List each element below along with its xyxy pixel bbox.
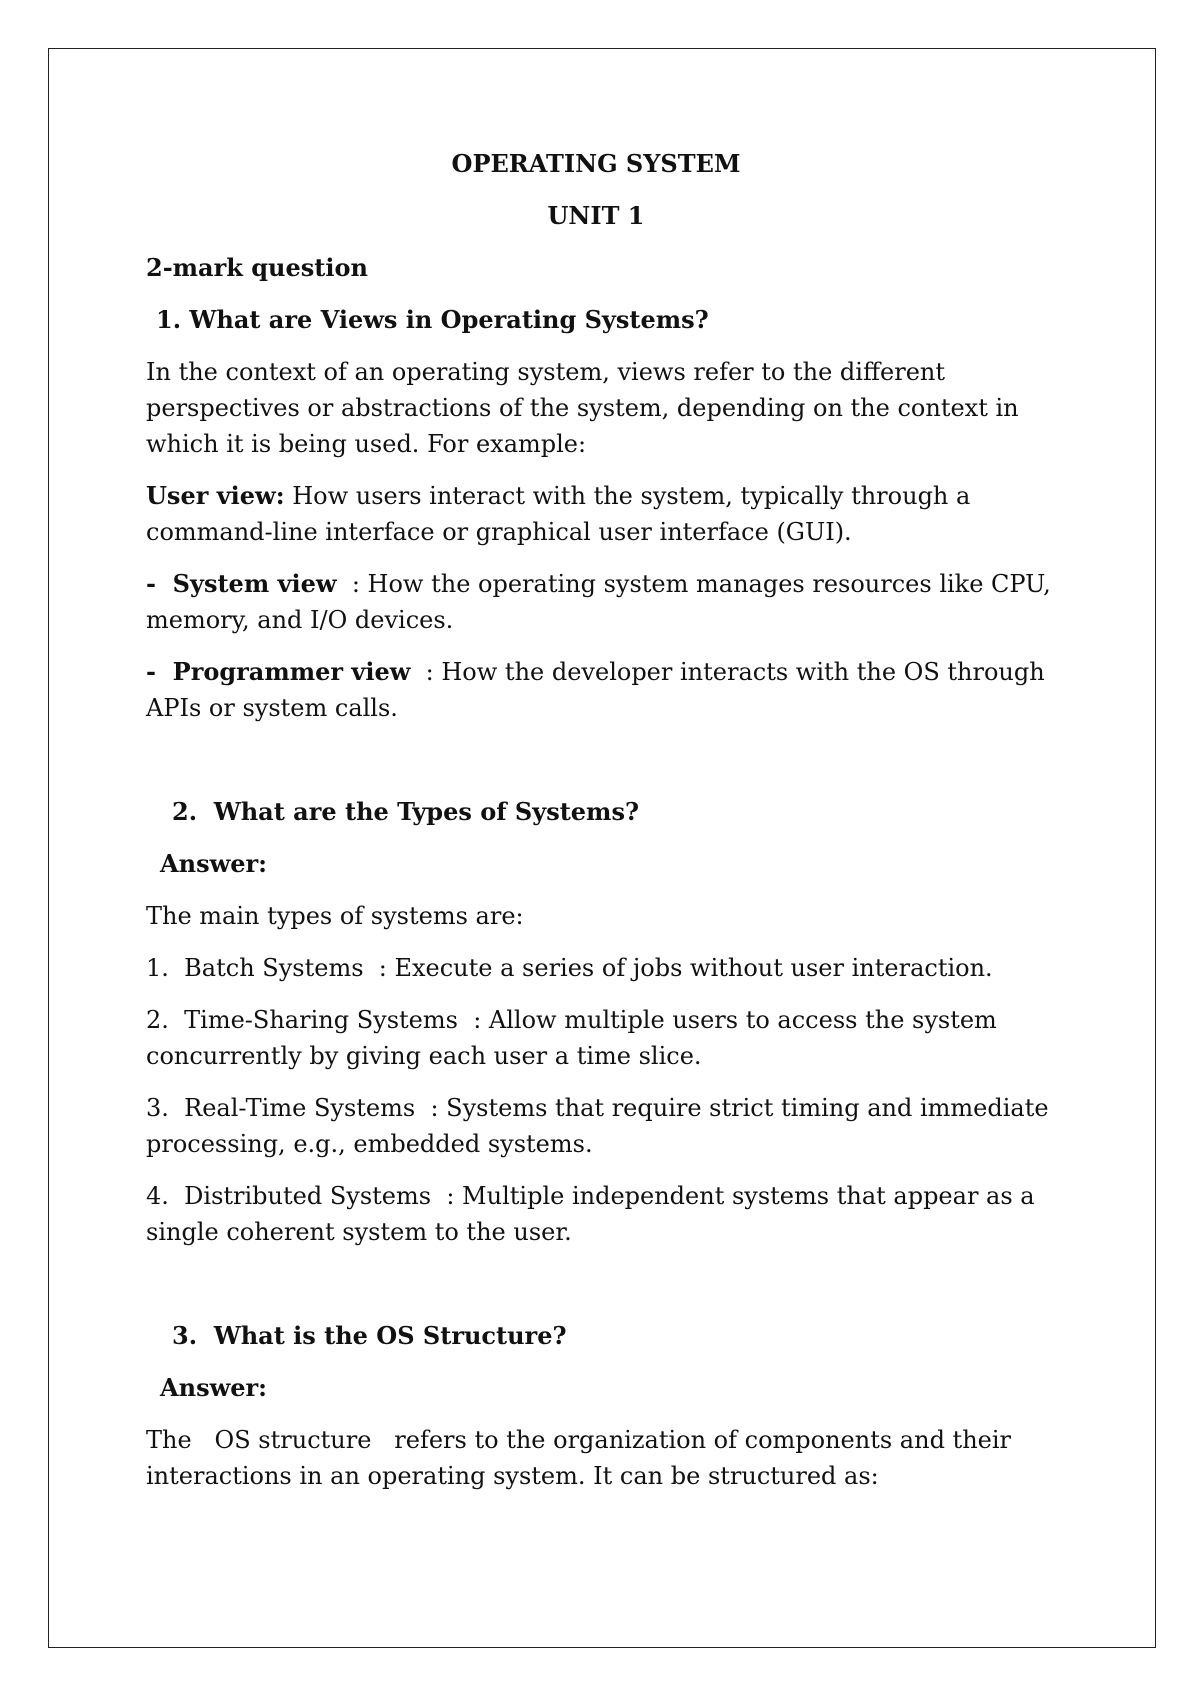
document-title: OPERATING SYSTEM (451, 149, 741, 178)
q1-intro-line-2: perspectives or abstractions of the system, depending on the context in (146, 394, 1019, 422)
q2-answer-label: Answer: (160, 849, 268, 878)
unit-heading: UNIT 1 (547, 201, 645, 230)
q3-text-line-1: The OS structure refers to the organization of components and their (146, 1426, 1012, 1454)
q2-item-time-sharing: 2. Time-Sharing Systems : Allow multiple users to access the system (146, 1006, 997, 1034)
user-view-text-line-2: command-line interface or graphical user interface (GUI). (146, 518, 852, 546)
programmer-view-text: : How the developer interacts with the OS through (410, 658, 1045, 686)
q1-intro-line-1: In the context of an operating system, views refer to the different (146, 358, 945, 386)
user-view-text: How users interact with the system, typically through a (284, 482, 971, 510)
q3-answer-label: Answer: (160, 1373, 268, 1402)
question-2-heading: 2. What are the Types of Systems? (172, 797, 640, 826)
q1-intro-line-3: which it is being used. For example: (146, 430, 587, 458)
q2-item-time-sharing-cont: concurrently by giving each user a time slice. (146, 1042, 702, 1070)
q3-text-line-2: interactions in an operating system. It can be structured as: (146, 1462, 879, 1490)
q2-item-distributed-cont: single coherent system to the user. (146, 1218, 572, 1246)
programmer-view-label: Programmer view (172, 657, 411, 686)
user-view-item (146, 478, 970, 514)
system-view-label: System view (172, 569, 337, 598)
system-view-text-line-2: memory, and I/O devices. (146, 606, 454, 634)
question-1-heading: 1. What are Views in Operating Systems? (156, 305, 709, 334)
user-view-label: User view: (146, 481, 285, 510)
q2-intro: The main types of systems are: (146, 902, 524, 930)
q2-item-real-time-cont: processing, e.g., embedded systems. (146, 1130, 593, 1158)
system-view-bullet: - (146, 569, 173, 598)
question-3-heading: 3. What is the OS Structure? (172, 1321, 567, 1350)
programmer-view-item (146, 654, 1045, 690)
q2-item-distributed: 4. Distributed Systems : Multiple independent systems that appear as a (146, 1182, 1035, 1210)
programmer-view-text-line-2: APIs or system calls. (146, 694, 398, 722)
q2-item-real-time: 3. Real-Time Systems : Systems that require strict timing and immediate (146, 1094, 1049, 1122)
system-view-item (146, 566, 1051, 602)
q2-item-batch: 1. Batch Systems : Execute a series of jobs without user interaction. (146, 954, 993, 982)
programmer-view-bullet: - (146, 657, 173, 686)
system-view-text: : How the operating system manages resources like CPU, (336, 570, 1051, 598)
section-heading: 2-mark question (146, 253, 368, 282)
